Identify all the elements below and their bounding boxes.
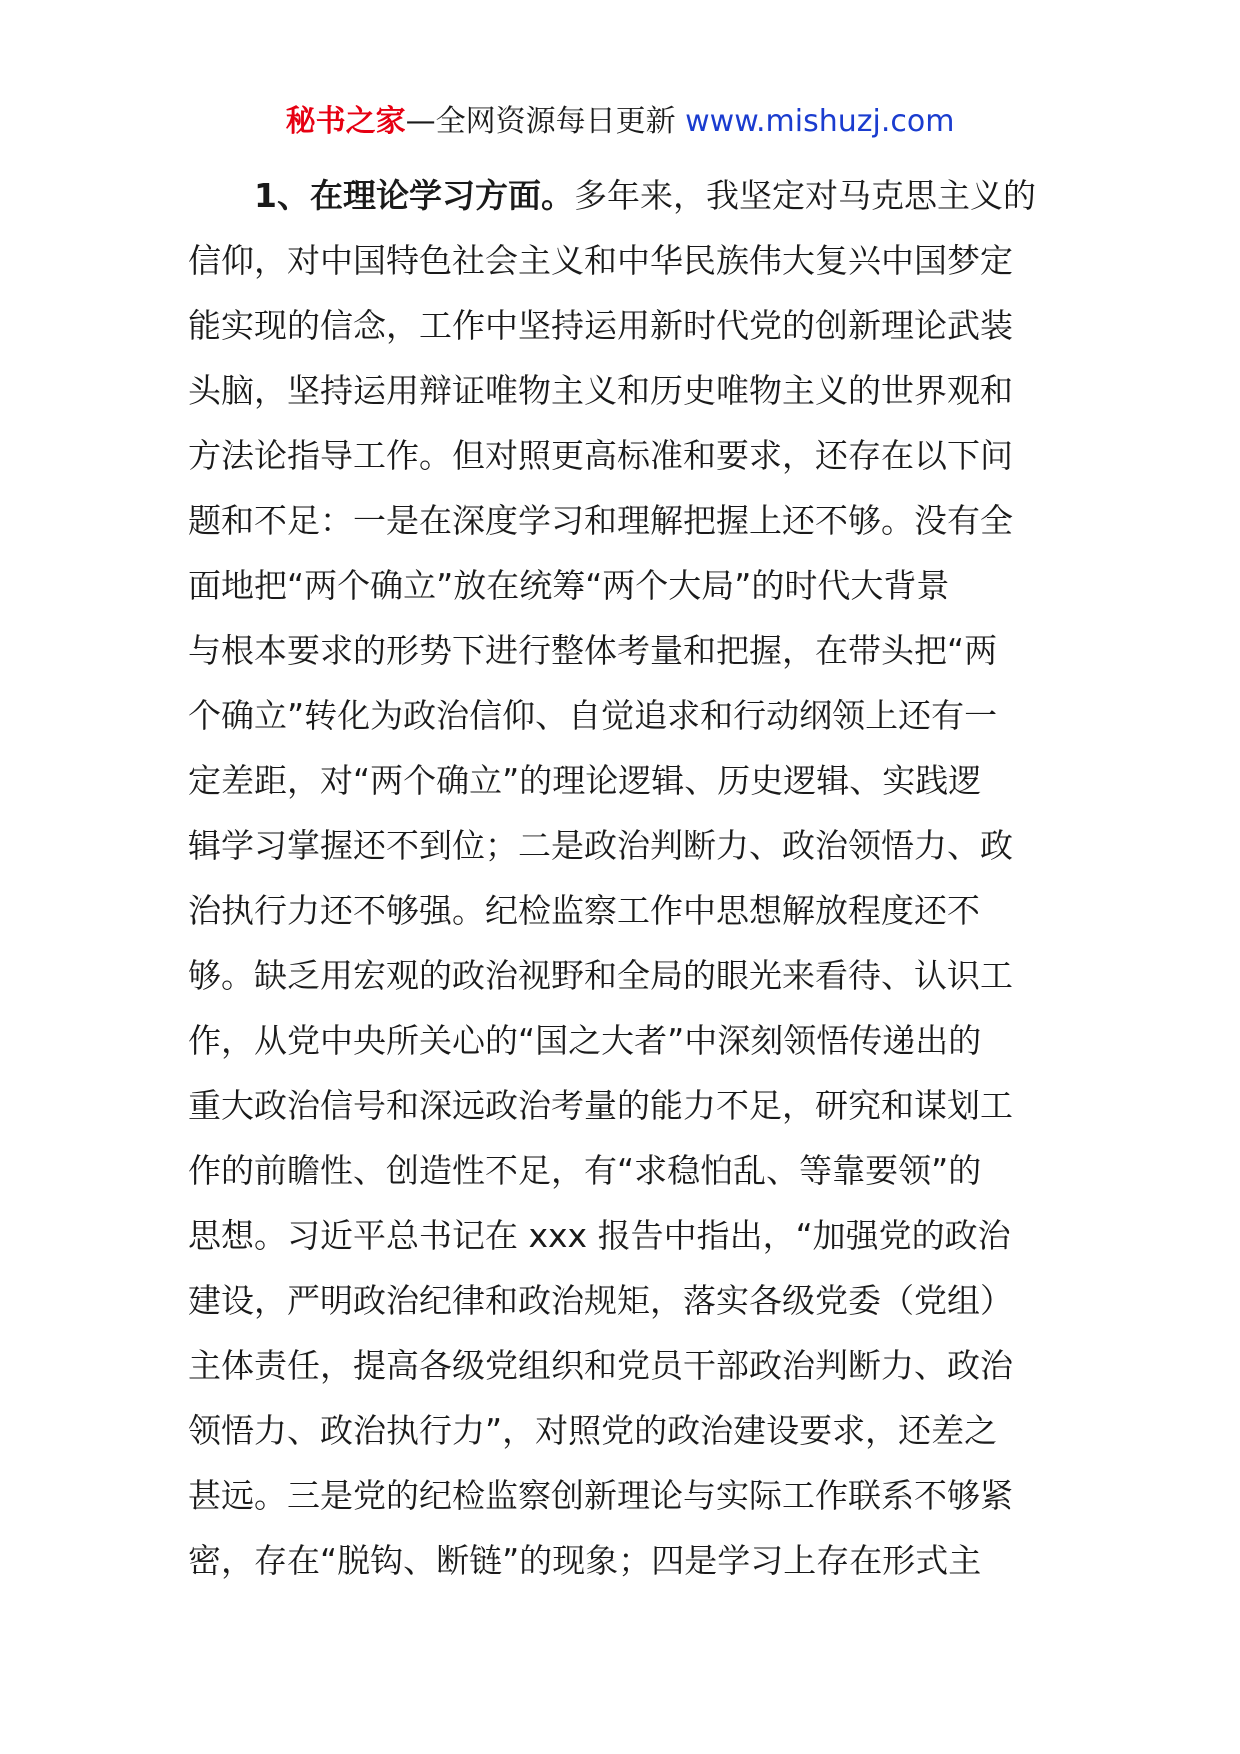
paragraph-line: 题和不足：一是在深度学习和理解把握上还不够。没有全 bbox=[188, 501, 1013, 540]
site-url-link[interactable]: www.mishuzj.com bbox=[685, 104, 955, 139]
site-header bbox=[0, 102, 1240, 142]
paragraph-line: 作，从党中央所关心的“国之大者”中深刻领悟传递出的 bbox=[188, 1021, 982, 1060]
paragraph-line: 头脑，坚持运用辩证唯物主义和历史唯物主义的世界观和 bbox=[188, 371, 1013, 410]
paragraph-line: 主体责任，提高各级党组织和党员干部政治判断力、政治 bbox=[188, 1346, 1013, 1385]
section-heading: 1、在理论学习方面。 bbox=[254, 176, 574, 215]
paragraph-line: 密，存在“脱钩、断链”的现象；四是学习上存在形式主 bbox=[188, 1541, 982, 1580]
paragraph-line: 建设，严明政治纪律和政治规矩，落实各级党委（党组） bbox=[188, 1281, 1013, 1320]
paragraph-line: 辑学习掌握还不到位；二是政治判断力、政治领悟力、政 bbox=[188, 826, 1013, 865]
paragraph-line: 领悟力、政治执行力”，对照党的政治建设要求，还差之 bbox=[188, 1411, 998, 1450]
paragraph-line: 重大政治信号和深远政治考量的能力不足，研究和谋划工 bbox=[188, 1086, 1013, 1125]
paragraph-line: 作的前瞻性、创造性不足，有“求稳怕乱、等靠要领”的 bbox=[188, 1151, 982, 1190]
paragraph-line: 够。缺乏用宏观的政治视野和全局的眼光来看待、认识工 bbox=[188, 956, 1013, 995]
paragraph-first-line bbox=[188, 163, 1048, 228]
paragraph-line: 面地把“两个确立”放在统筹“两个大局”的时代大背景 bbox=[188, 566, 950, 605]
header-tagline: —全网资源每日更新 bbox=[405, 104, 686, 139]
document-body bbox=[188, 163, 1048, 1593]
paragraph-line: 甚远。三是党的纪检监察创新理论与实际工作联系不够紧 bbox=[188, 1476, 1013, 1515]
paragraph-line: 信仰，对中国特色社会主义和中华民族伟大复兴中国梦定 bbox=[188, 241, 1013, 280]
paragraph-line: 治执行力还不够强。纪检监察工作中思想解放程度还不 bbox=[188, 891, 980, 930]
paragraph-line: 定差距，对“两个确立”的理论逻辑、历史逻辑、实践逻 bbox=[188, 761, 982, 800]
paragraph-line: 思想。习近平总书记在 xxx 报告中指出，“加强党的政治 bbox=[188, 1216, 1011, 1255]
paragraph-line: 能实现的信念，工作中坚持运用新时代党的创新理论武装 bbox=[188, 306, 1013, 345]
paragraph-line: 与根本要求的形势下进行整体考量和把握，在带头把“两 bbox=[188, 631, 998, 670]
brand-name: 秘书之家 bbox=[285, 104, 406, 139]
first-line-text: 多年来，我坚定对马克思主义的 bbox=[573, 176, 1036, 215]
paragraph-line: 方法论指导工作。但对照更高标准和要求，还存在以下问 bbox=[188, 436, 1013, 475]
paragraph-line: 个确立”转化为政治信仰、自觉追求和行动纲领上还有一 bbox=[188, 696, 998, 735]
